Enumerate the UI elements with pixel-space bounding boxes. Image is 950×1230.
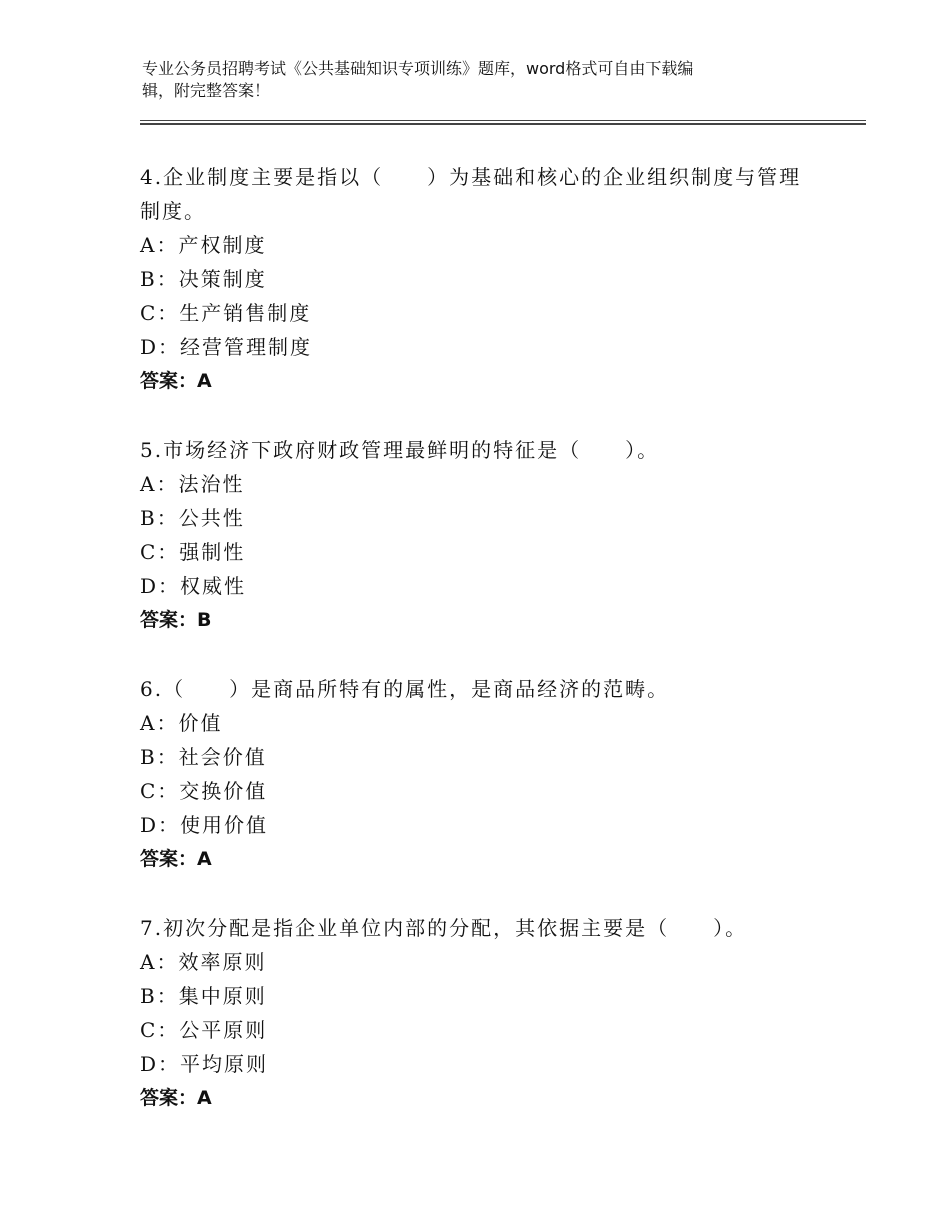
option-a: A：效率原则 xyxy=(140,950,267,974)
option-b: B：决策制度 xyxy=(140,267,267,291)
question-6 xyxy=(140,672,820,876)
option-d: D：平均原则 xyxy=(140,1052,269,1076)
header-divider xyxy=(140,120,866,125)
answer-label: 答案：A xyxy=(140,1087,212,1109)
intro-line-1: 专业公务员招聘考试《公共基础知识专项训练》题库，word格式可自由下载编 xyxy=(142,59,694,78)
option-d: D：经营管理制度 xyxy=(140,335,313,359)
option-b: B：公共性 xyxy=(140,506,245,530)
question-4 xyxy=(140,160,820,398)
question-stem-line-2: 制度。 xyxy=(140,199,206,223)
option-c: C：公平原则 xyxy=(140,1018,268,1042)
option-c: C：生产销售制度 xyxy=(140,301,312,325)
question-stem-line-1: 5.市场经济下政府财政管理最鲜明的特征是（ ）。 xyxy=(140,438,660,462)
answer-label: 答案：A xyxy=(140,370,212,392)
question-7 xyxy=(140,911,820,1115)
question-stem-line-1: 6.（ ）是商品所特有的属性，是商品经济的范畴。 xyxy=(140,677,670,701)
option-a: A：价值 xyxy=(140,711,223,735)
option-a: A：产权制度 xyxy=(140,233,267,257)
question-5 xyxy=(140,433,820,637)
question-stem-line-1: 4.企业制度主要是指以（ ）为基础和核心的企业组织制度与管理 xyxy=(140,165,802,189)
option-c: C：交换价值 xyxy=(140,779,268,803)
option-d: D：使用价值 xyxy=(140,813,269,837)
document-intro xyxy=(142,58,792,102)
option-c: C：强制性 xyxy=(140,540,246,564)
option-d: D：权威性 xyxy=(140,574,247,598)
answer-label: 答案：A xyxy=(140,848,212,870)
option-b: B：社会价值 xyxy=(140,745,267,769)
answer-label: 答案：B xyxy=(140,609,212,631)
question-stem-line-1: 7.初次分配是指企业单位内部的分配，其依据主要是（ ）。 xyxy=(140,916,748,940)
intro-line-2: 辑，附完整答案！ xyxy=(142,81,271,100)
option-b: B：集中原则 xyxy=(140,984,267,1008)
option-a: A：法治性 xyxy=(140,472,245,496)
